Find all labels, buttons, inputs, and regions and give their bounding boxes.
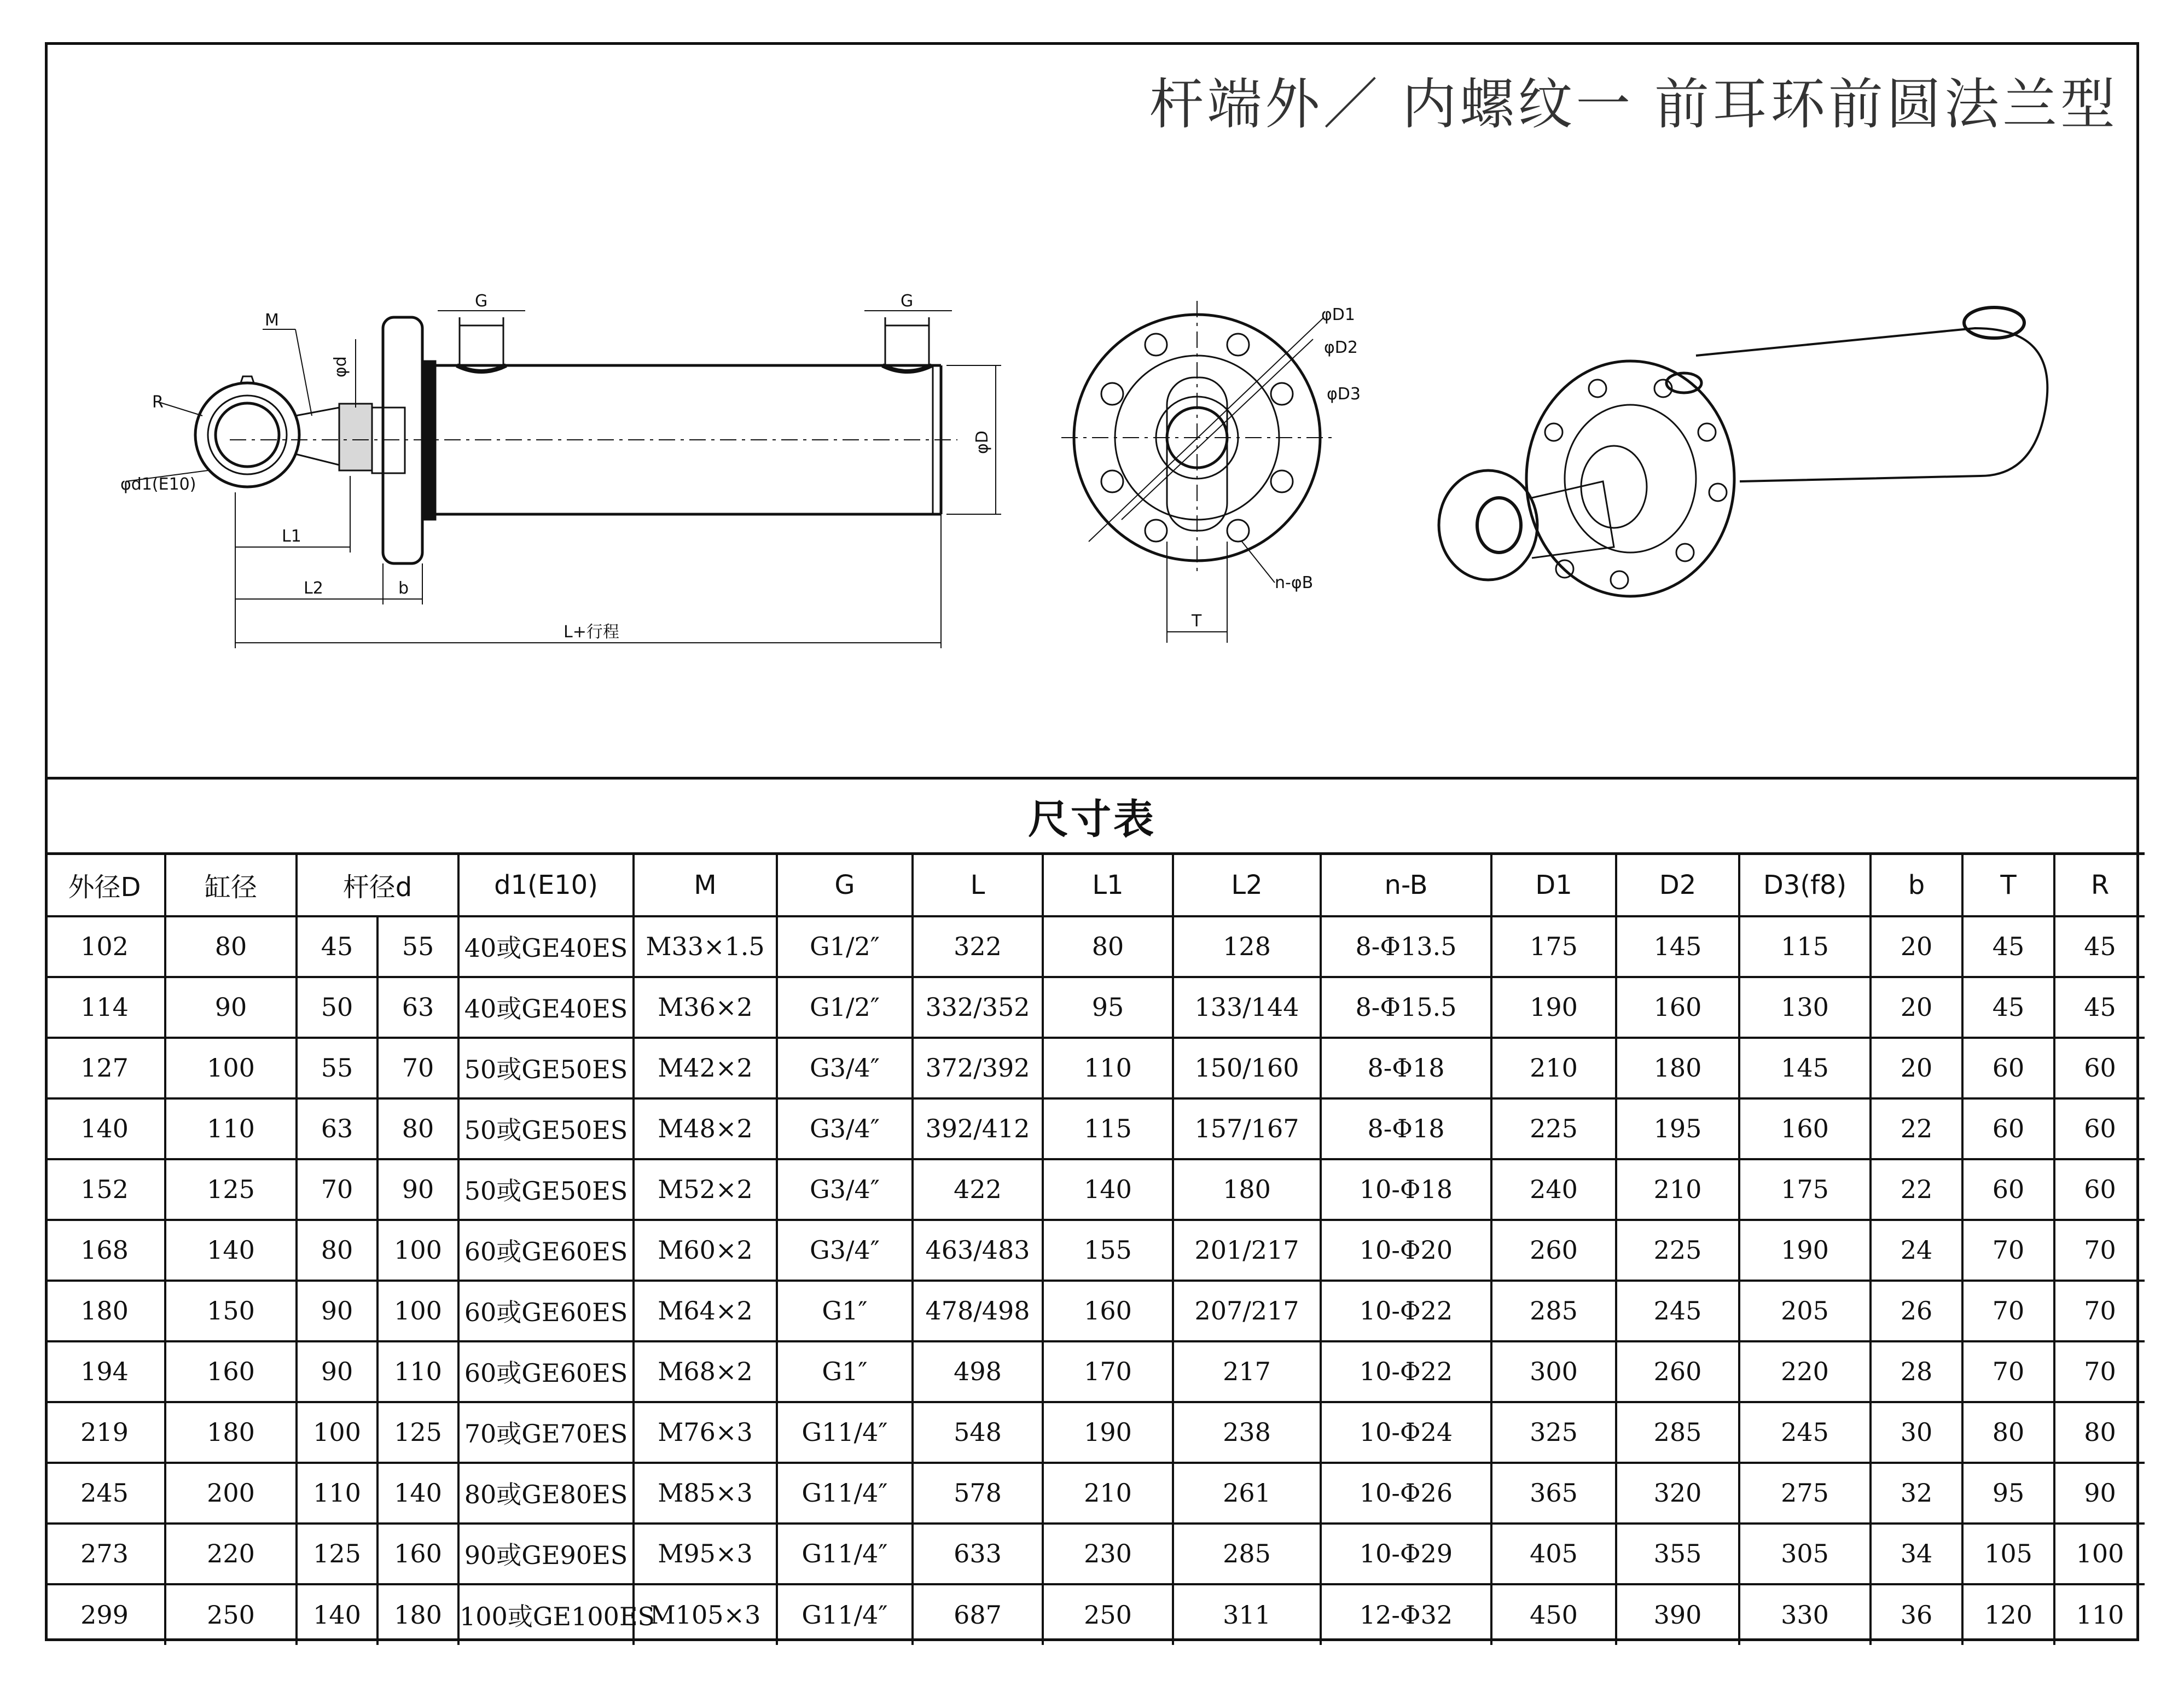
table-cell: G3/4″: [777, 1038, 913, 1098]
table-header-cell: T: [1962, 854, 2054, 916]
table-cell: 152: [45, 1159, 165, 1220]
table-cell: 498: [913, 1341, 1043, 1402]
table-cell: 273: [45, 1524, 165, 1584]
table-cell: 90: [297, 1281, 377, 1341]
table-cell: 40或GE40ES: [458, 916, 634, 977]
table-cell: 220: [1739, 1341, 1871, 1402]
table-header-cell: n-B: [1321, 854, 1491, 916]
table-cell: 95: [1962, 1463, 2054, 1524]
table-cell: 140: [165, 1220, 297, 1281]
table-cell: 160: [1616, 977, 1739, 1038]
table-cell: 548: [913, 1402, 1043, 1463]
table-cell: 230: [1043, 1524, 1173, 1584]
table-cell: 125: [165, 1159, 297, 1220]
table-cell: 175: [1739, 1159, 1871, 1220]
table-cell: 210: [1616, 1159, 1739, 1220]
table-cell: 155: [1043, 1220, 1173, 1281]
table-cell: 285: [1491, 1281, 1616, 1341]
label-phi-d1: φd1(E10): [120, 475, 196, 494]
table-cell: 250: [165, 1584, 297, 1645]
table-cell: 80: [1043, 916, 1173, 977]
table-cell: 60: [1962, 1159, 2054, 1220]
table-cell: 50或GE50ES: [458, 1159, 634, 1220]
table-cell: 8-Φ18: [1321, 1098, 1491, 1159]
table-cell: 100: [377, 1281, 458, 1341]
table-cell: 12-Φ32: [1321, 1584, 1491, 1645]
table-cell: 45: [1962, 977, 2054, 1038]
table-cell: 325: [1491, 1402, 1616, 1463]
table-cell: M60×2: [634, 1220, 777, 1281]
table-cell: 60或GE60ES: [458, 1220, 634, 1281]
table-cell: 8-Φ13.5: [1321, 916, 1491, 977]
dimension-table: [45, 852, 2145, 1645]
table-cell: 36: [1871, 1584, 1962, 1645]
table-cell: 311: [1173, 1584, 1321, 1645]
table-cell: 422: [913, 1159, 1043, 1220]
table-cell: 140: [1043, 1159, 1173, 1220]
table-cell: 180: [45, 1281, 165, 1341]
table-row: [45, 1341, 2145, 1402]
table-cell: 285: [1173, 1524, 1321, 1584]
table-cell: 225: [1616, 1220, 1739, 1281]
table-cell: 245: [1616, 1281, 1739, 1341]
table-cell: 160: [1739, 1098, 1871, 1159]
table-cell: 225: [1491, 1098, 1616, 1159]
table-cell: 450: [1491, 1584, 1616, 1645]
table-cell: 60: [2054, 1098, 2145, 1159]
label-phi-d: φd: [331, 356, 350, 377]
table-cell: 90: [377, 1159, 458, 1220]
table-cell: 285: [1616, 1402, 1739, 1463]
table-cell: 8-Φ15.5: [1321, 977, 1491, 1038]
table-cell: 180: [1173, 1159, 1321, 1220]
table-cell: 114: [45, 977, 165, 1038]
table-cell: 80: [1962, 1402, 2054, 1463]
table-cell: 45: [2054, 916, 2145, 977]
table-cell: 190: [1739, 1220, 1871, 1281]
table-cell: 687: [913, 1584, 1043, 1645]
table-cell: 8-Φ18: [1321, 1038, 1491, 1098]
table-cell: G1″: [777, 1341, 913, 1402]
table-cell: 478/498: [913, 1281, 1043, 1341]
label-phi-D1: φD1: [1321, 305, 1355, 324]
table-cell: 261: [1173, 1463, 1321, 1524]
table-cell: 180: [377, 1584, 458, 1645]
table-cell: 145: [1739, 1038, 1871, 1098]
table-cell: 70: [2054, 1220, 2145, 1281]
table-row: [45, 1584, 2145, 1645]
table-cell: G1/2″: [777, 977, 913, 1038]
table-cell: 22: [1871, 1098, 1962, 1159]
table-cell: 157/167: [1173, 1098, 1321, 1159]
table-cell: M95×3: [634, 1524, 777, 1584]
table-cell: 170: [1043, 1341, 1173, 1402]
table-header-cell: D3(f8): [1739, 854, 1871, 916]
table-cell: 80: [165, 916, 297, 977]
table-cell: M76×3: [634, 1402, 777, 1463]
table-cell: 120: [1962, 1584, 2054, 1645]
table-cell: G3/4″: [777, 1220, 913, 1281]
table-cell: 26: [1871, 1281, 1962, 1341]
table-cell: 60: [1962, 1038, 2054, 1098]
table-cell: 90: [297, 1341, 377, 1402]
label-T: T: [1192, 612, 1202, 631]
table-cell: 10-Φ20: [1321, 1220, 1491, 1281]
label-phi-D3: φD3: [1327, 385, 1361, 404]
table-cell: 160: [165, 1341, 297, 1402]
table-cell: 60或GE60ES: [458, 1341, 634, 1402]
table-cell: 100或GE100ES: [458, 1584, 634, 1645]
table-cell: 115: [1043, 1098, 1173, 1159]
table-cell: 55: [297, 1038, 377, 1098]
label-G-left: G: [475, 292, 488, 311]
table-cell: 10-Φ22: [1321, 1341, 1491, 1402]
table-cell: 217: [1173, 1341, 1321, 1402]
table-cell: 30: [1871, 1402, 1962, 1463]
table-cell: 10-Φ18: [1321, 1159, 1491, 1220]
table-cell: 50: [297, 977, 377, 1038]
table-row: [45, 1220, 2145, 1281]
table-cell: 140: [377, 1463, 458, 1524]
table-cell: 110: [297, 1463, 377, 1524]
table-cell: 70: [1962, 1220, 2054, 1281]
table-row: [45, 916, 2145, 977]
table-cell: 127: [45, 1038, 165, 1098]
table-cell: 60: [1962, 1098, 2054, 1159]
table-cell: 10-Φ24: [1321, 1402, 1491, 1463]
table-cell: 219: [45, 1402, 165, 1463]
table-header-cell: L2: [1173, 854, 1321, 916]
table-cell: 80: [377, 1098, 458, 1159]
table-header-cell: 缸径: [165, 854, 297, 916]
table-cell: G11/4″: [777, 1463, 913, 1524]
table-cell: 160: [377, 1524, 458, 1584]
table-cell: 245: [1739, 1402, 1871, 1463]
table-cell: 28: [1871, 1341, 1962, 1402]
label-phi-D: φD: [973, 431, 992, 454]
table-cell: 125: [297, 1524, 377, 1584]
table-cell: 55: [377, 916, 458, 977]
table-cell: M85×3: [634, 1463, 777, 1524]
table-cell: 63: [377, 977, 458, 1038]
table-cell: 180: [1616, 1038, 1739, 1098]
table-header-cell: L: [913, 854, 1043, 916]
table-cell: 175: [1491, 916, 1616, 977]
table-cell: M52×2: [634, 1159, 777, 1220]
table-cell: 100: [2054, 1524, 2145, 1584]
table-cell: 130: [1739, 977, 1871, 1038]
table-cell: 70: [1962, 1281, 2054, 1341]
table-cell: 194: [45, 1341, 165, 1402]
table-cell: M36×2: [634, 977, 777, 1038]
table-cell: 110: [377, 1341, 458, 1402]
table-cell: 24: [1871, 1220, 1962, 1281]
table-row: [45, 1402, 2145, 1463]
table-cell: 320: [1616, 1463, 1739, 1524]
table-header-cell: D1: [1491, 854, 1616, 916]
table-header-cell: d1(E10): [458, 854, 634, 916]
table-row: [45, 977, 2145, 1038]
table-row: [45, 1038, 2145, 1098]
table-cell: G11/4″: [777, 1402, 913, 1463]
table-cell: 10-Φ26: [1321, 1463, 1491, 1524]
table-cell: 140: [297, 1584, 377, 1645]
table-cell: G11/4″: [777, 1584, 913, 1645]
table-cell: 150: [165, 1281, 297, 1341]
table-cell: 80: [2054, 1402, 2145, 1463]
table-cell: 60: [2054, 1038, 2145, 1098]
table-cell: 330: [1739, 1584, 1871, 1645]
table-cell: 70: [377, 1038, 458, 1098]
table-cell: 150/160: [1173, 1038, 1321, 1098]
rod-eye-side: [195, 376, 372, 487]
table-header-cell: 外径D: [45, 854, 165, 916]
table-cell: 160: [1043, 1281, 1173, 1341]
table-cell: 70: [2054, 1281, 2145, 1341]
table-cell: 40或GE40ES: [458, 977, 634, 1038]
table-cell: G11/4″: [777, 1524, 913, 1584]
table-cell: 207/217: [1173, 1281, 1321, 1341]
table-cell: 372/392: [913, 1038, 1043, 1098]
table-cell: G3/4″: [777, 1098, 913, 1159]
table-cell: 190: [1491, 977, 1616, 1038]
table-cell: 90: [2054, 1463, 2145, 1524]
table-cell: 20: [1871, 916, 1962, 977]
technical-drawing: [0, 0, 2184, 777]
table-cell: 110: [165, 1098, 297, 1159]
table-cell: 60或GE60ES: [458, 1281, 634, 1341]
table-cell: 195: [1616, 1098, 1739, 1159]
table-cell: 115: [1739, 916, 1871, 977]
table-cell: 60: [2054, 1159, 2145, 1220]
table-cell: 578: [913, 1463, 1043, 1524]
table-row: [45, 1524, 2145, 1584]
table-cell: 125: [377, 1402, 458, 1463]
table-row: [45, 1463, 2145, 1524]
table-cell: 34: [1871, 1524, 1962, 1584]
table-cell: 322: [913, 916, 1043, 977]
table-cell: 365: [1491, 1463, 1616, 1524]
table-cell: 300: [1491, 1341, 1616, 1402]
table-cell: 463/483: [913, 1220, 1043, 1281]
table-cell: 210: [1043, 1463, 1173, 1524]
table-cell: M48×2: [634, 1098, 777, 1159]
table-cell: 95: [1043, 977, 1173, 1038]
table-cell: 10-Φ29: [1321, 1524, 1491, 1584]
drawing-title: 杆端外／ 内螺纹一 前耳环前圆法兰型: [1149, 72, 2118, 136]
table-cell: 128: [1173, 916, 1321, 977]
table-cell: 22: [1871, 1159, 1962, 1220]
table-cell: M68×2: [634, 1341, 777, 1402]
table-cell: 190: [1043, 1402, 1173, 1463]
table-cell: 80或GE80ES: [458, 1463, 634, 1524]
table-cell: 201/217: [1173, 1220, 1321, 1281]
table-cell: G1/2″: [777, 916, 913, 977]
table-cell: 168: [45, 1220, 165, 1281]
table-cell: 63: [297, 1098, 377, 1159]
table-cell: 70: [2054, 1341, 2145, 1402]
table-cell: 299: [45, 1584, 165, 1645]
table-cell: 210: [1491, 1038, 1616, 1098]
label-b: b: [398, 579, 409, 598]
table-cell: 70: [1962, 1341, 2054, 1402]
table-cell: 180: [165, 1402, 297, 1463]
label-phi-D2: φD2: [1324, 338, 1358, 357]
table-cell: 392/412: [913, 1098, 1043, 1159]
table-cell: 133/144: [1173, 977, 1321, 1038]
label-L1: L1: [282, 527, 301, 546]
table-cell: G3/4″: [777, 1159, 913, 1220]
table-cell: 275: [1739, 1463, 1871, 1524]
table-cell: 110: [1043, 1038, 1173, 1098]
table-cell: 240: [1491, 1159, 1616, 1220]
table-header-cell: D2: [1616, 854, 1739, 916]
table-cell: 70或GE70ES: [458, 1402, 634, 1463]
table-cell: 110: [2054, 1584, 2145, 1645]
table-cell: 220: [165, 1524, 297, 1584]
table-cell: 80: [297, 1220, 377, 1281]
table-cell: 250: [1043, 1584, 1173, 1645]
table-cell: 90或GE90ES: [458, 1524, 634, 1584]
table-row: [45, 1159, 2145, 1220]
table-header-cell: b: [1871, 854, 1962, 916]
table-cell: M64×2: [634, 1281, 777, 1341]
label-L2: L2: [304, 579, 323, 598]
table-cell: 260: [1491, 1220, 1616, 1281]
table-row: [45, 1281, 2145, 1341]
table-cell: 100: [377, 1220, 458, 1281]
table-cell: 633: [913, 1524, 1043, 1584]
table-cell: M33×1.5: [634, 916, 777, 977]
table-cell: 405: [1491, 1524, 1616, 1584]
table-cell: 45: [2054, 977, 2145, 1038]
table-cell: 205: [1739, 1281, 1871, 1341]
label-G-right: G: [901, 292, 914, 311]
table-cell: 145: [1616, 916, 1739, 977]
table-cell: 390: [1616, 1584, 1739, 1645]
table-header-cell: 杆径d: [297, 854, 458, 916]
table-cell: 100: [297, 1402, 377, 1463]
table-cell: 355: [1616, 1524, 1739, 1584]
table-cell: M105×3: [634, 1584, 777, 1645]
table-cell: 140: [45, 1098, 165, 1159]
table-cell: 50或GE50ES: [458, 1038, 634, 1098]
table-cell: 50或GE50ES: [458, 1098, 634, 1159]
table-cell: 105: [1962, 1524, 2054, 1584]
label-L-stroke: L+行程: [564, 623, 619, 642]
isometric-view: [1439, 307, 2047, 596]
table-cell: 45: [297, 916, 377, 977]
table-cell: 102: [45, 916, 165, 977]
table-cell: 260: [1616, 1341, 1739, 1402]
table-cell: 20: [1871, 977, 1962, 1038]
table-header-cell: G: [777, 854, 913, 916]
table-cell: G1″: [777, 1281, 913, 1341]
table-cell: 20: [1871, 1038, 1962, 1098]
table-cell: 32: [1871, 1463, 1962, 1524]
table-row: [45, 1098, 2145, 1159]
table-cell: 200: [165, 1463, 297, 1524]
table-cell: 332/352: [913, 977, 1043, 1038]
label-R: R: [152, 393, 164, 412]
table-header-cell: M: [634, 854, 777, 916]
table-cell: 10-Φ22: [1321, 1281, 1491, 1341]
table-header-cell: R: [2054, 854, 2145, 916]
table-cell: 70: [297, 1159, 377, 1220]
label-n-phi-B: n-φB: [1275, 573, 1314, 592]
table-cell: 90: [165, 977, 297, 1038]
table-cell: 245: [45, 1463, 165, 1524]
table-cell: 238: [1173, 1402, 1321, 1463]
table-cell: M42×2: [634, 1038, 777, 1098]
table-header-cell: L1: [1043, 854, 1173, 916]
table-cell: 45: [1962, 916, 2054, 977]
table-cell: 100: [165, 1038, 297, 1098]
table-title: 尺寸表: [45, 777, 2139, 852]
label-M: M: [265, 311, 279, 330]
table-cell: 305: [1739, 1524, 1871, 1584]
